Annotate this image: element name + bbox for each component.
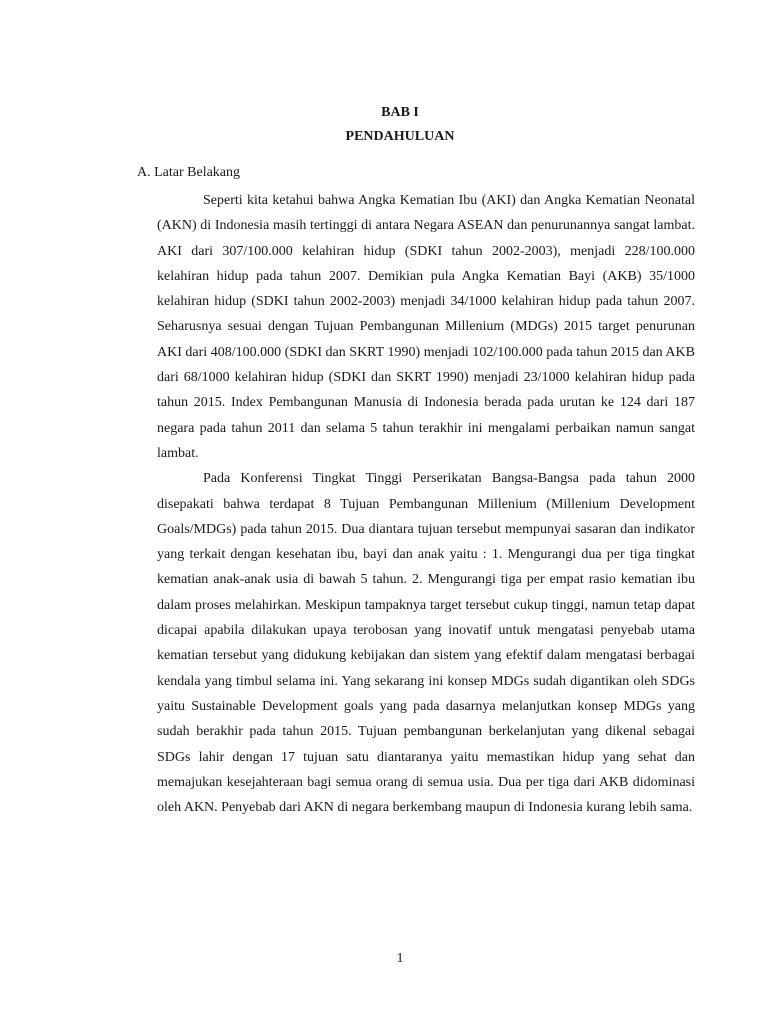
section-heading: A. Latar Belakang	[137, 165, 241, 180]
chapter-number: BAB I	[381, 105, 419, 120]
body-text	[157, 188, 695, 820]
paragraph-2: Pada Konferensi Tingkat Tinggi Perserikatan Bangsa-Bangsa pada tahun 2000 disepakati bahwa terdapat 8 Tujuan Pembangunan Millenium (Millenium Development Goals/MDGs) pada tahun 2015. Dua diantara tujuan tersebut mempunyai sasaran dan indikator yang terkait dengan kesehatan ibu, bayi dan anak yaitu : 1. Mengurangi dua per tiga tingkat kematian anak-anak usia di bawah 5 tahun. 2. Mengurangi tiga per empat rasio kematian ibu dalam proses melahirkan. Meskipun tampaknya target tersebut cukup tinggi, namun tetap dapat dicapai apabila dilakukan upaya terobosan yang inovatif untuk mengatasi penyebab utama kematian tersebut yang didukung kebijakan dan sistem yang efektif dalam mengatasi berbagai kendala yang timbul selama ini. Yang sekarang ini konsep MDGs sudah digantikan oleh SDGs yaitu Sustainable Development goals yang pada dasarnya melanjutkan konsep MDGs yang sudah berakhir pada tahun 2015. Tujuan pembangunan berkelanjutan yang dikenal sebagai SDGs lahir dengan 17 tujuan satu diantaranya yaitu memastikan hidup yang sehat dan memajukan kesejahteraan bagi semua orang di semua usia. Dua per tiga dari AKB didominasi oleh AKN. Penyebab dari AKN di negara berkembang maupun di Indonesia kurang lebih sama.	[157, 471, 695, 816]
paragraph-1: Seperti kita ketahui bahwa Angka Kematian Ibu (AKI) dan Angka Kematian Neonatal (AKN) di Indonesia masih tertinggi di antara Negara ASEAN dan penurunannya sangat lambat. AKI dari 307/100.000 kelahiran hidup (SDKI tahun 2002-2003), menjadi 228/100.000 kelahiran hidup pada tahun 2007. Demikian pula Angka Kematian Bayi (AKB) 35/1000 kelahiran hidup (SDKI tahun 2002-2003) menjadi 34/1000 kelahiran hidup pada tahun 2007. Seharusnya sesuai dengan Tujuan Pembangunan Millenium (MDGs) 2015 target penurunan AKI dari 408/100.000 (SDKI dan SKRT 1990) menjadi 102/100.000 pada tahun 2015 dan AKB dari 68/1000 kelahiran hidup (SDKI dan SKRT 1990) menjadi 23/1000 kelahiran hidup pada tahun 2015. Index Pembangunan Manusia di Indonesia berada pada urutan ke 124 dari 187 negara pada tahun 2011 dan selama 5 tahun terakhir ini mengalami perbaikan namun sangat lambat.	[157, 193, 695, 461]
page-number: 1	[396, 951, 404, 966]
chapter-title: PENDAHULUAN	[345, 129, 455, 144]
